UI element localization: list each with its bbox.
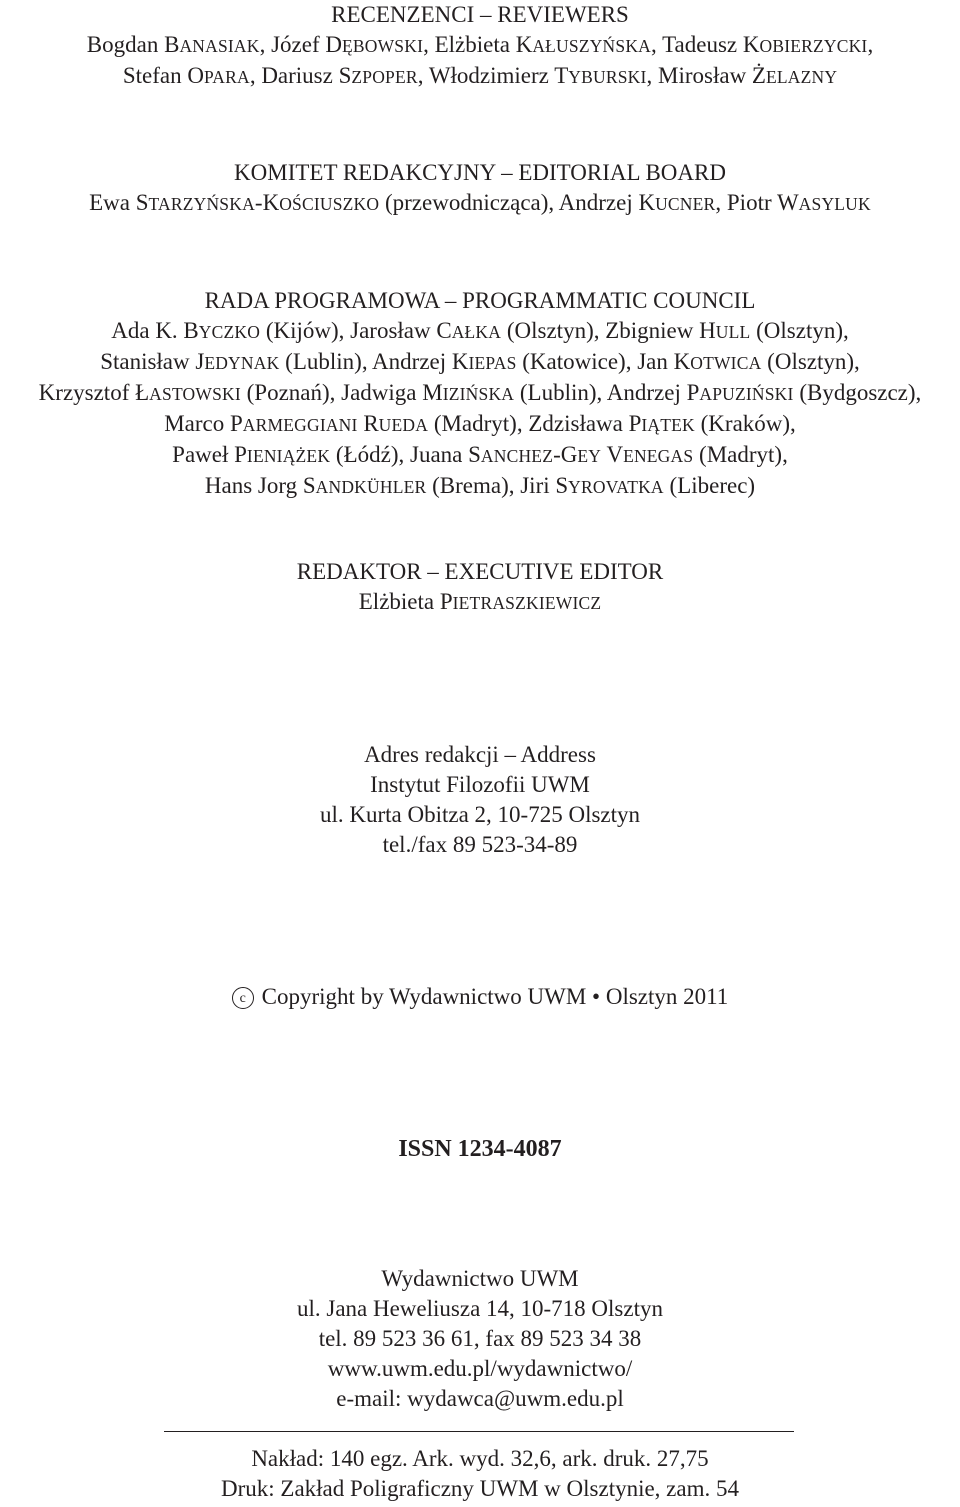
council-line: [0, 440, 960, 471]
address-section: [0, 740, 960, 860]
address-heading: Adres redakcji – Address: [364, 742, 596, 767]
address-institute: Instytut Filozofii UWM: [370, 772, 590, 797]
text-segment: (Kraków),: [694, 411, 796, 436]
surname-smallcaps: YBURSKI: [568, 67, 647, 87]
surname-smallcaps: ENEGAS: [623, 446, 694, 466]
issn-number: ISSN 1234-4087: [398, 1136, 562, 1162]
surname-smallcaps: ANCHEZ: [480, 446, 554, 466]
surname-smallcaps: UCNER: [655, 194, 716, 214]
text-segment: (Łódź), Juana S: [330, 442, 481, 467]
text-segment: , Mirosław Ż: [646, 63, 766, 88]
text-segment: Hans Jorg S: [204, 473, 316, 498]
text-segment: Ada K. B: [111, 318, 199, 343]
text-segment: , Dariusz S: [249, 63, 352, 88]
surname-smallcaps: IĄTEK: [641, 415, 695, 435]
surname-smallcaps: ZPOPER: [351, 67, 418, 87]
text-segment: (Bydgoszcz),: [793, 380, 922, 405]
surname-smallcaps: TARZYŃSKA: [148, 194, 255, 214]
surname-smallcaps: ANASIAK: [179, 36, 260, 56]
surname-smallcaps: UEDA: [378, 415, 429, 435]
print-run-info: Nakład: 140 egz. Ark. wyd. 32,6, ark. druk. 27,75: [251, 1446, 709, 1471]
text-segment: -G: [553, 442, 578, 467]
address-phone: tel./fax 89 523-34-89: [382, 832, 578, 857]
text-segment: (Olsztyn),: [761, 349, 860, 374]
council-line: [0, 347, 960, 378]
reviewers-line: [0, 30, 960, 61]
text-segment: , Elżbieta K: [423, 32, 533, 57]
text-segment: Ewa S: [89, 190, 149, 215]
text-segment: , Tadeusz K: [651, 32, 760, 57]
text-segment: (Brema), Jiri S: [426, 473, 569, 498]
surname-smallcaps: ĘBOWSKI: [341, 36, 424, 56]
surname-smallcaps: ANDKÜHLER: [315, 477, 427, 497]
surname-smallcaps: IETRASZKIEWICZ: [452, 593, 602, 613]
council-line: [0, 378, 960, 409]
text-segment: (Olsztyn), Zbigniew H: [501, 318, 716, 343]
council-line: [0, 409, 960, 440]
text-segment: , Piotr W: [715, 190, 799, 215]
surname-smallcaps: OBIERZYCKI: [759, 36, 868, 56]
council-section: [0, 286, 960, 502]
editorial-board-line: [0, 188, 960, 219]
text-segment: R: [357, 411, 379, 436]
text-segment: Stefan O: [122, 63, 204, 88]
reviewers-heading: RECENZENCI – REVIEWERS: [331, 2, 629, 27]
text-segment: Elżbieta P: [358, 589, 453, 614]
surname-smallcaps: AŁKA: [451, 322, 502, 342]
text-segment: (Liberec): [663, 473, 756, 498]
text-segment: (Poznań), Jadwiga M: [240, 380, 443, 405]
copyright-text: Copyright by Wydawnictwo UWM • Olsztyn 2011: [261, 984, 729, 1009]
text-segment: , Józef D: [259, 32, 342, 57]
surname-smallcaps: IENIĄŻEK: [246, 446, 331, 466]
text-segment: -K: [254, 190, 280, 215]
executive-editor-heading: REDAKTOR – EXECUTIVE EDITOR: [296, 559, 664, 584]
surname-smallcaps: IEPAS: [468, 353, 517, 373]
publisher-street: ul. Jana Heweliusza 14, 10-718 Olsztyn: [296, 1296, 663, 1321]
publisher-email: e-mail: wydawca@uwm.edu.pl: [336, 1386, 624, 1411]
text-segment: (Katowice), Jan K: [516, 349, 691, 374]
editorial-board-heading: KOMITET REDAKCYJNY – EDITORIAL BOARD: [234, 160, 726, 185]
executive-editor-section: [0, 557, 960, 618]
divider-rule: [164, 1431, 794, 1432]
council-heading: RADA PROGRAMOWA – PROGRAMMATIC COUNCIL: [204, 288, 756, 313]
copyright-icon: c: [232, 987, 254, 1009]
surname-smallcaps: ELAZNY: [765, 67, 838, 87]
council-line: [0, 316, 960, 347]
reviewers-line: [0, 61, 960, 92]
text-segment: (Kijów), Jarosław C: [260, 318, 452, 343]
surname-smallcaps: OTWICA: [690, 353, 762, 373]
text-segment: ,: [867, 32, 874, 57]
copyright-line: [0, 982, 960, 1012]
text-segment: (Lublin), Andrzej K: [279, 349, 469, 374]
text-segment: , Włodzimierz T: [417, 63, 569, 88]
text-segment: (Madryt), Zdzisława P: [428, 411, 642, 436]
publisher-name: Wydawnictwo UWM: [381, 1266, 579, 1291]
print-info-section: [0, 1444, 960, 1504]
surname-smallcaps: OŚCIUSZKO: [279, 194, 380, 214]
text-segment: (przewodnicząca), Andrzej K: [379, 190, 656, 215]
issn-section: [0, 1134, 960, 1164]
reviewers-section: [0, 0, 960, 92]
printing-house-info: Druk: Zakład Poligraficzny UWM w Olsztynie, zam. 54: [220, 1476, 739, 1501]
surname-smallcaps: ULL: [715, 322, 751, 342]
text-segment: (Madryt),: [693, 442, 788, 467]
surname-smallcaps: APUZIŃSKI: [699, 384, 794, 404]
publisher-phone: tel. 89 523 36 61, fax 89 523 34 38: [318, 1326, 642, 1351]
text-segment: Stanisław J: [100, 349, 205, 374]
text-segment: Bogdan B: [86, 32, 180, 57]
executive-editor-name: [0, 587, 960, 618]
surname-smallcaps: EY: [577, 446, 602, 466]
address-street: ul. Kurta Obitza 2, 10-725 Olsztyn: [319, 802, 641, 827]
text-segment: V: [601, 442, 624, 467]
surname-smallcaps: ASYLUK: [798, 194, 871, 214]
surname-smallcaps: YCZKO: [198, 322, 261, 342]
publisher-section: [0, 1264, 960, 1414]
surname-smallcaps: YROVATKA: [568, 477, 664, 497]
council-line: [0, 471, 960, 502]
text-segment: Marco P: [164, 411, 243, 436]
publisher-website: www.uwm.edu.pl/wydawnictwo/: [327, 1356, 633, 1381]
text-segment: Krzysztof Ł: [38, 380, 150, 405]
surname-smallcaps: AŁUSZYŃSKA: [532, 36, 652, 56]
surname-smallcaps: ASTOWSKI: [149, 384, 241, 404]
surname-smallcaps: PARA: [203, 67, 250, 87]
surname-smallcaps: EDYNAK: [204, 353, 280, 373]
surname-smallcaps: ARMEGGIANI: [242, 415, 358, 435]
text-segment: (Olsztyn),: [750, 318, 849, 343]
surname-smallcaps: IZIŃSKA: [442, 384, 515, 404]
text-segment: (Lublin), Andrzej P: [514, 380, 700, 405]
text-segment: Paweł P: [172, 442, 247, 467]
editorial-board-section: [0, 158, 960, 219]
